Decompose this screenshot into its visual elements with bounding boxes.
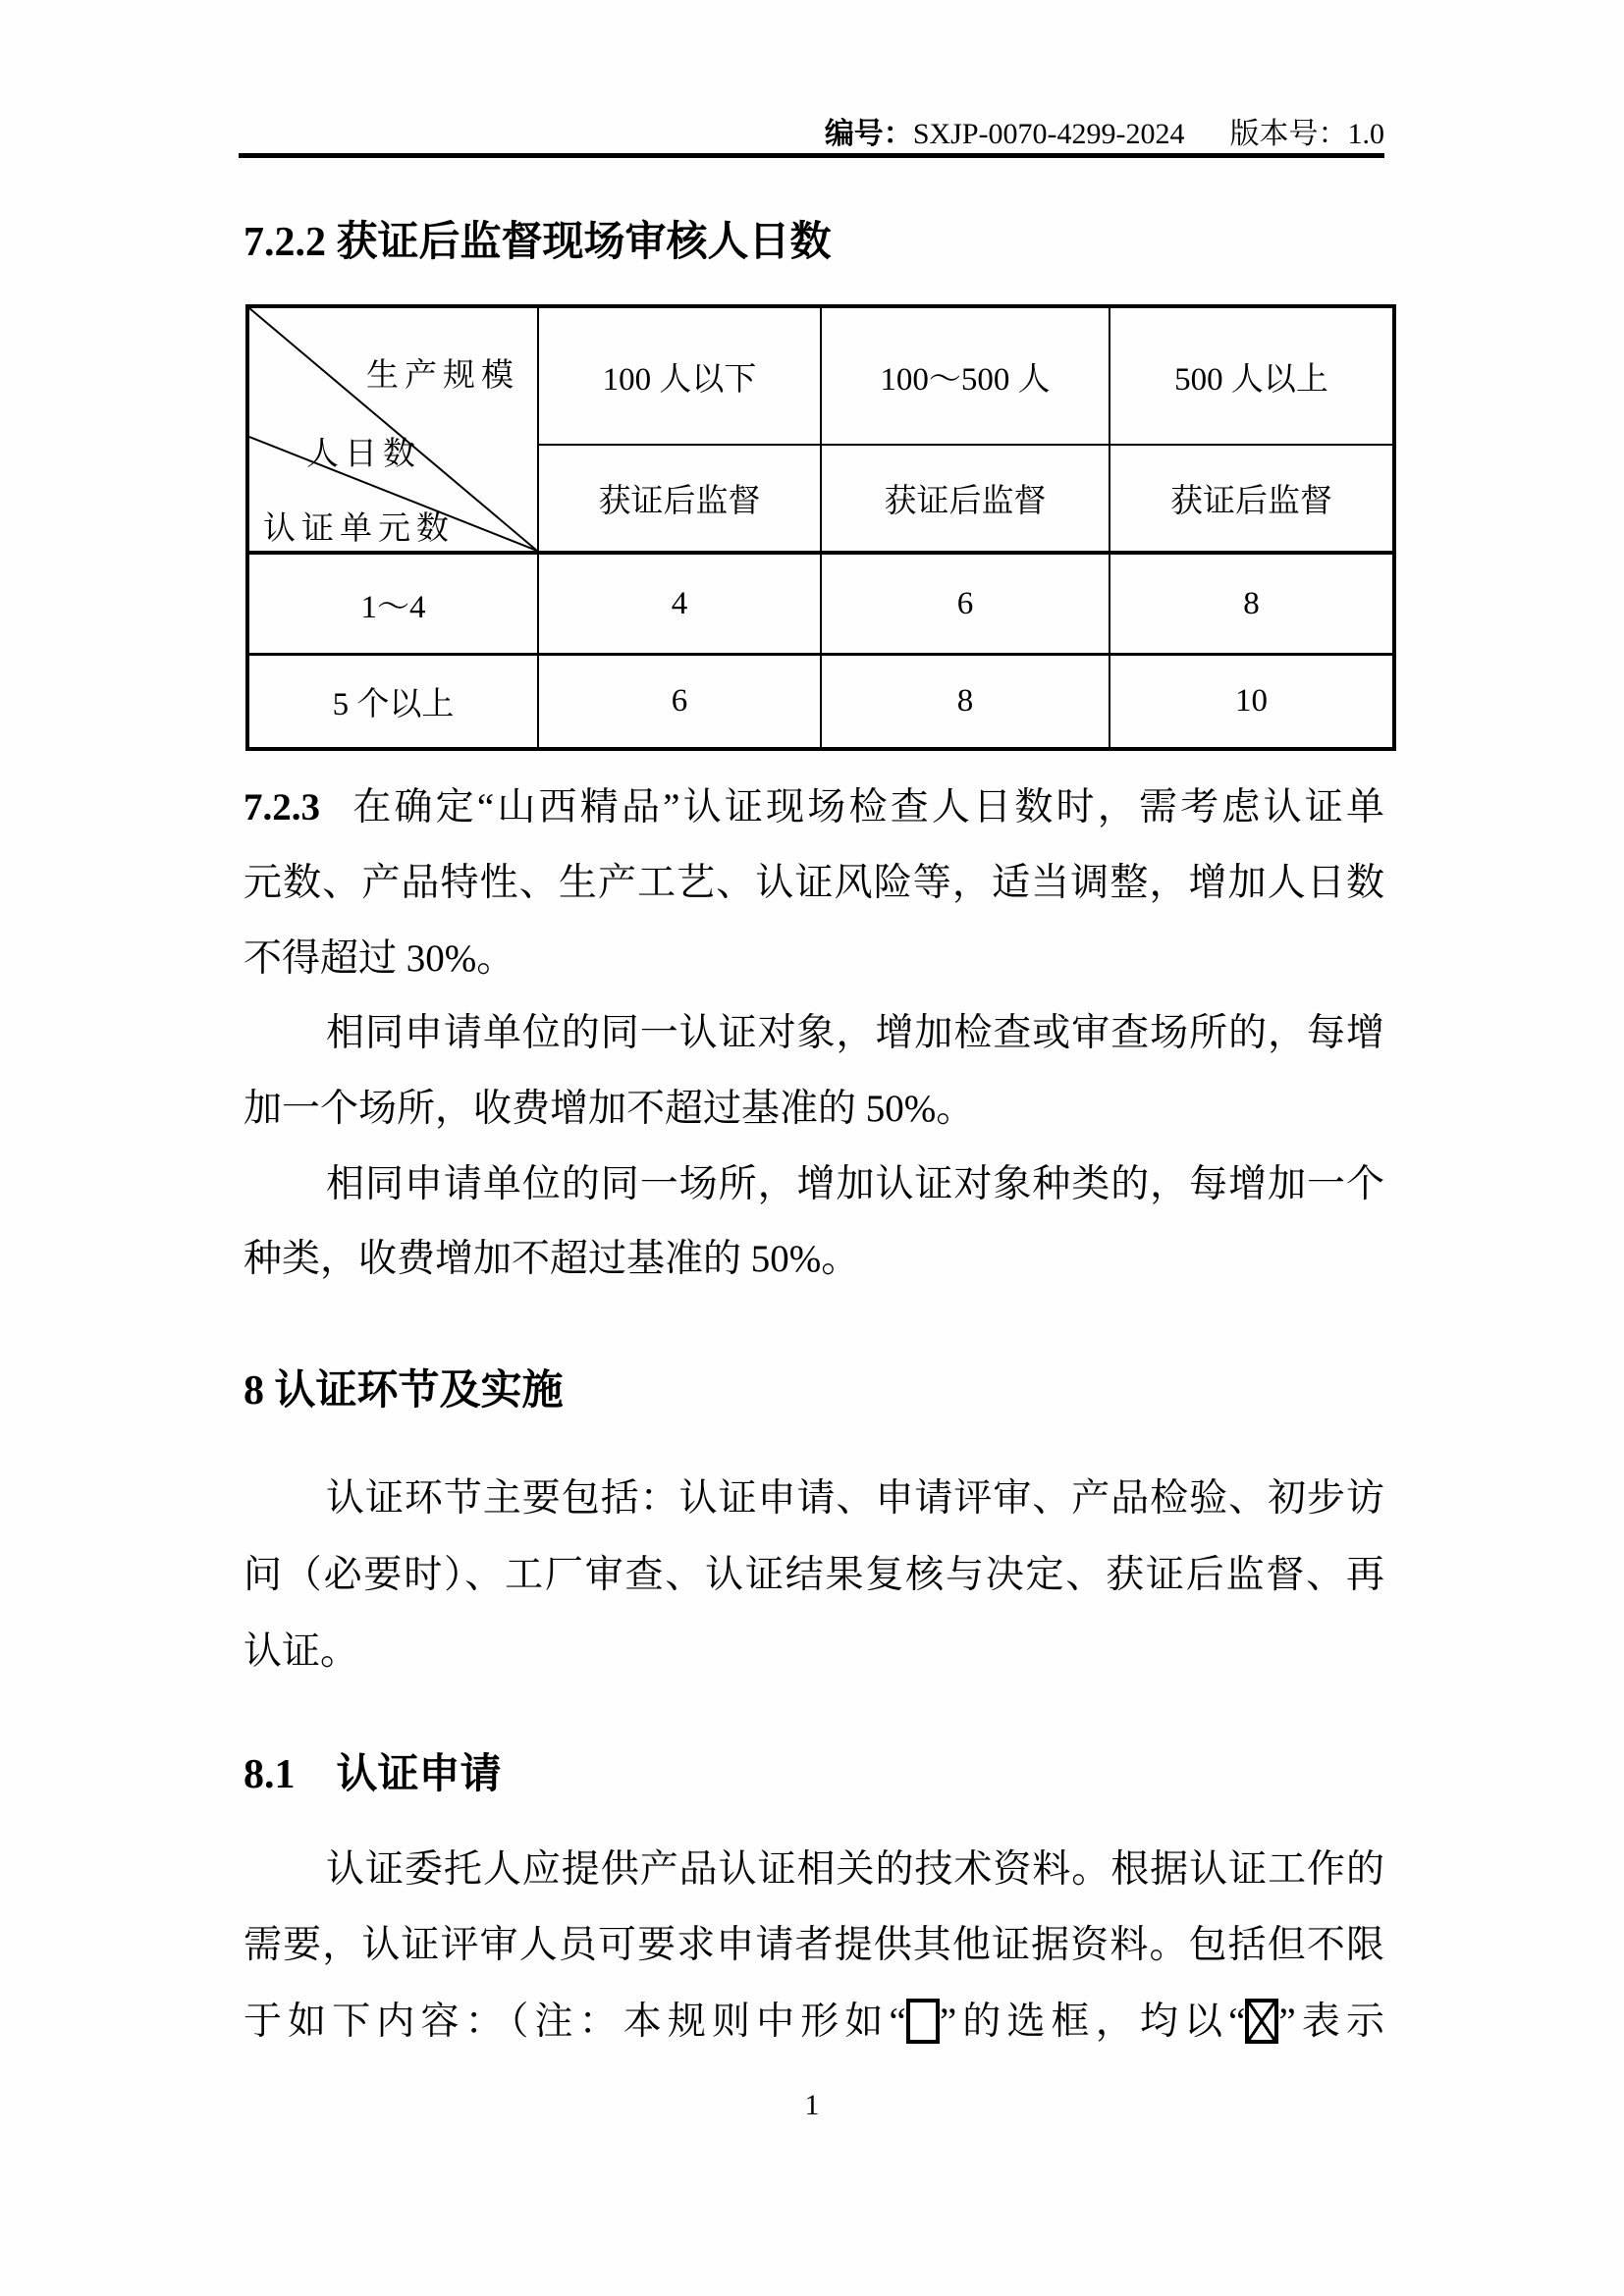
table-header-block [249, 308, 1392, 555]
paragraph-text: ”的选框，均以“ [939, 2001, 1246, 2043]
section-title: 认证申请 [336, 1752, 502, 1797]
value-cell: 8 [822, 656, 1110, 747]
header-columns [539, 308, 1392, 551]
header-doc-meta [244, 116, 1384, 153]
section-number: 8.1 [244, 1752, 296, 1797]
section-heading-8: 8 认证环节及实施 [244, 1368, 564, 1414]
paragraph-line: 认证环节主要包括：认证申请、申请评审、产品检验、初步访 [326, 1477, 1384, 1520]
row-label: 1～4 [249, 555, 539, 653]
paragraph-line: 加一个场所，收费增加不超过基准的 50%。 [244, 1088, 975, 1130]
section-heading-8-1 [244, 1751, 502, 1798]
column-header-row [539, 308, 1392, 446]
section-heading-7-2-2: 7.2.2 获证后监督现场审核人日数 [244, 220, 832, 265]
value-cell: 4 [539, 555, 822, 653]
header-rule [239, 153, 1384, 158]
man-days-table [245, 304, 1396, 751]
row-label: 5 个以上 [249, 656, 539, 747]
paragraph-line [244, 1999, 1384, 2046]
clause-number: 7.2.3 [244, 786, 320, 828]
paragraph-line: 相同申请单位的同一场所，增加认证对象种类的，每增加一个 [326, 1163, 1384, 1205]
checkbox-checked-icon [1245, 1999, 1278, 2044]
value-cell: 6 [822, 555, 1110, 653]
doc-no-label: 编号： [824, 118, 913, 150]
paragraph-line: 认证。 [244, 1630, 359, 1673]
subheader-cell: 获证后监督 [539, 446, 822, 551]
paragraph-line: 不得超过 30%。 [244, 937, 515, 980]
version-value: 1.0 [1347, 118, 1384, 150]
column-header: 100～500 人 [822, 308, 1110, 444]
corner-label-man-days: 人日数 [306, 437, 421, 472]
corner-label-cert-units: 认证单元数 [263, 511, 455, 547]
paragraph-line: 认证委托人应提供产品认证相关的技术资料。根据认证工作的 [326, 1848, 1384, 1891]
version-label: 版本号： [1229, 118, 1348, 150]
page-number: 1 [804, 2089, 820, 2121]
doc-no-value: SXJP-0070-4299-2024 [912, 118, 1185, 150]
paragraph-text: 在确定“山西精品”认证现场检查人日数时，需考虑认证单 [350, 786, 1384, 828]
value-cell: 10 [1235, 683, 1268, 719]
paragraph-line: 相同申请单位的同一认证对象，增加检查或审查场所的，每增 [326, 1012, 1384, 1054]
table-row [249, 656, 1392, 747]
table-row [249, 555, 1392, 656]
value-cell: 8 [1243, 585, 1260, 621]
column-header: 100 人以下 [539, 308, 822, 444]
paragraph-line: 元数、产品特性、生产工艺、认证风险等，适当调整，增加人日数 [244, 862, 1384, 904]
paragraph-line [244, 784, 1384, 831]
paragraph-line: 问（必要时）、工厂审查、认证结果复核与决定、获证后监督、再 [244, 1554, 1384, 1596]
subheader-cell: 获证后监督 [1170, 484, 1332, 519]
paragraph-line: 需要，认证评审人员可要求申请者提供其他证据资料。包括但不限 [244, 1924, 1384, 1966]
subheader-cell: 获证后监督 [822, 446, 1110, 551]
value-cell: 6 [539, 656, 822, 747]
subheader-row [539, 446, 1392, 551]
corner-label-production-scale: 生产规模 [366, 358, 519, 394]
paragraph-line: 种类，收费增加不超过基准的 50%。 [244, 1238, 860, 1280]
column-header: 500 人以上 [1174, 361, 1328, 398]
paragraph-text: 于如下内容：（注：本规则中形如“ [244, 2001, 906, 2043]
paragraph-text: ”表示 [1278, 2001, 1385, 2043]
corner-cell [249, 308, 539, 551]
checkbox-empty-icon [906, 1999, 940, 2044]
